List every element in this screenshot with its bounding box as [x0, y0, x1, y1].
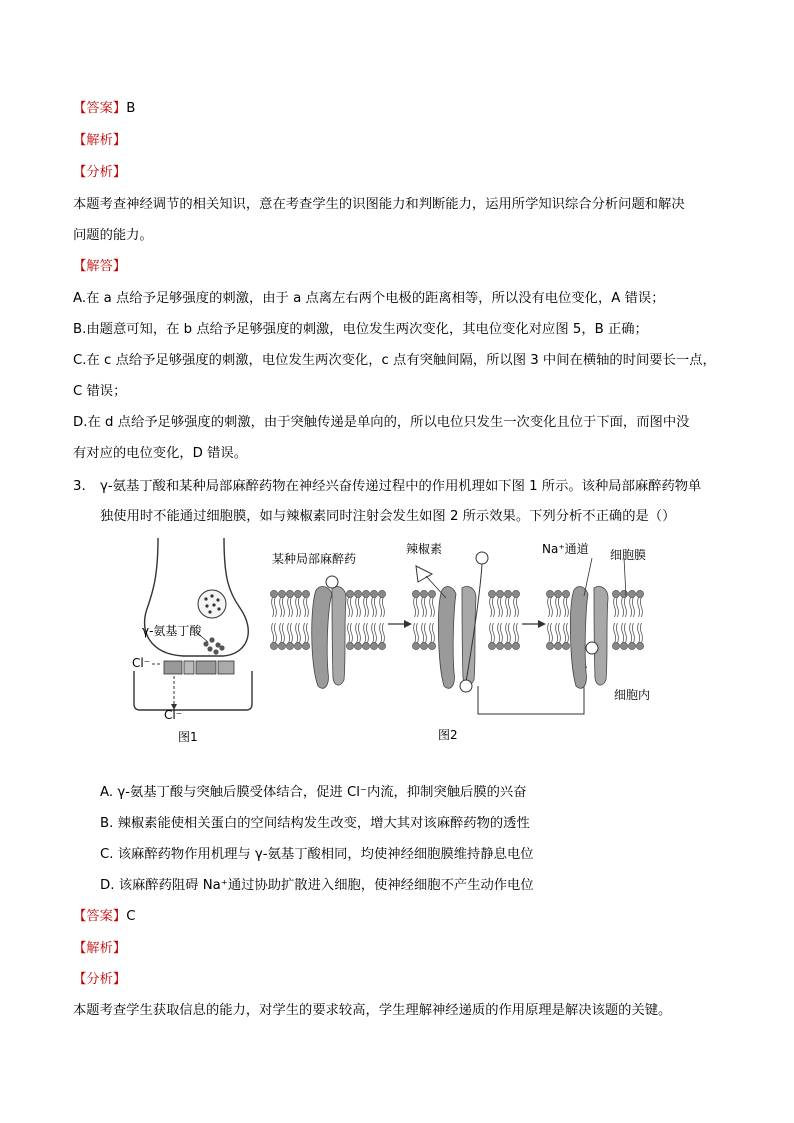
- figure-2-caption: 图2: [438, 728, 458, 742]
- membrane-channel-diagram: [266, 536, 658, 746]
- fenxi-label-q3: 【分析】: [73, 972, 127, 987]
- option-b: B. 辣椒素能使相关蛋白的空间结构发生改变，增大其对该麻醉药物的透性: [100, 816, 530, 831]
- anesthetic-label: 某种局部麻醉药: [272, 552, 357, 566]
- analysis-label-q3: 【解析】: [73, 941, 127, 956]
- figure-2: [266, 536, 658, 746]
- jieda-line-d-cont: 有对应的电位变化，D 错误。: [73, 446, 248, 461]
- jieda-line-d: D.在 d 点给予足够强度的刺激，由于突触传递是单向的，所以电位只发生一次变化且位于下面，而图中没: [73, 415, 690, 430]
- jieda-line-c-cont: C 错误；: [73, 384, 127, 399]
- option-d: D. 该麻醉药阻碍 Na⁺通过协助扩散进入细胞，使神经细胞不产生动作电位: [100, 878, 534, 893]
- question-number: 3.: [73, 479, 86, 494]
- answer-row: [73, 100, 135, 118]
- capsaicin-label: 辣椒素: [406, 542, 443, 556]
- cl-top-label: Cl⁻: [132, 656, 151, 670]
- fenxi-label: 【分析】: [73, 165, 127, 180]
- jieda-line-a: A.在 a 点给予足够强度的刺激，由于 a 点离左右两个电极的距离相等，所以没有电位变化，A 错误；: [73, 291, 665, 306]
- gaba-label: γ-氨基丁酸: [142, 624, 202, 638]
- figure-1: [128, 536, 268, 746]
- figure-1-caption: 图1: [178, 730, 198, 744]
- option-a: A. γ-氨基丁酸与突触后膜受体结合，促进 Cl⁻内流，抑制突触后膜的兴奋: [100, 785, 527, 800]
- cl-bottom-label: Cl⁻: [164, 708, 183, 722]
- membrane-label: 细胞膜: [610, 548, 647, 562]
- option-c: C. 该麻醉药物作用机理与 γ-氨基丁酸相同，均使神经细胞膜维持静息电位: [100, 847, 534, 862]
- jieda-line-c: C.在 c 点给予足够强度的刺激，电位发生两次变化，c 点有突触间隔，所以图 3 中间在横轴的时间要长一点，: [73, 353, 716, 368]
- fenxi-text-line-1: 本题考查神经调节的相关知识，意在考查学生的识图能力和判断能力，运用所学知识综合分析问题和解决: [73, 197, 685, 212]
- answer-label-q3: 【答案】: [73, 909, 127, 924]
- jieda-line-b: B.由题意可知，在 b 点给予足够强度的刺激，电位发生两次变化，其电位变化对应图 5，B 正确；: [73, 322, 648, 337]
- jieda-label: 【解答】: [73, 259, 127, 274]
- fenxi-text-q3: 本题考查学生获取信息的能力，对学生的要求较高，学生理解神经递质的作用原理是解决该题的关键。: [73, 1003, 672, 1018]
- question-stem-line-2: 独使用时不能通过细胞膜，如与辣椒素同时注射会发生如图 2 所示效果。下列分析不正确的是（）: [100, 509, 676, 524]
- answer-value: B: [126, 101, 136, 116]
- answer-label: 【答案】: [73, 101, 127, 116]
- analysis-label: 【解析】: [73, 133, 127, 148]
- answer-value-q3: C: [126, 909, 136, 924]
- synapse-diagram: [128, 536, 268, 746]
- na-channel-label: Na⁺通道: [542, 542, 589, 556]
- answer-row-q3: [73, 908, 135, 926]
- cell-interior-label: 细胞内: [614, 688, 651, 702]
- fenxi-text-line-2: 问题的能力。: [73, 228, 153, 243]
- question-stem-line-1: γ-氨基丁酸和某种局部麻醉药物在神经兴奋传递过程中的作用机理如下图 1 所示。该种局部麻醉药物单: [100, 479, 702, 494]
